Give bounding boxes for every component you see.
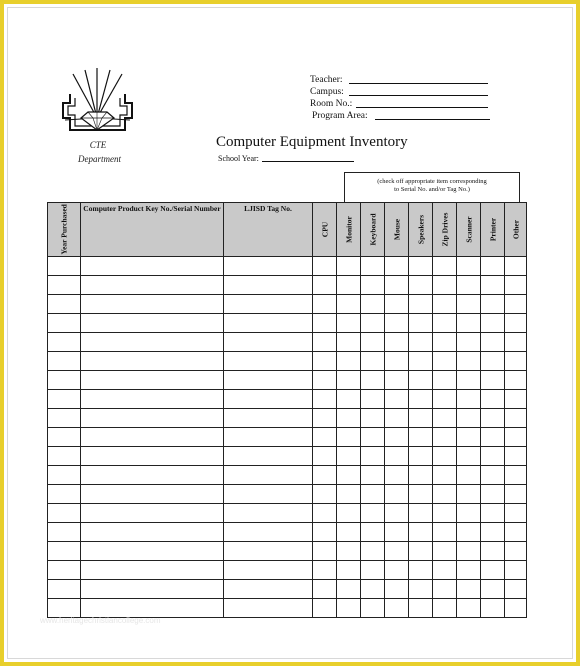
column-header bbox=[481, 203, 505, 257]
table-row bbox=[48, 314, 527, 333]
column-header bbox=[81, 203, 224, 257]
table-cell[interactable] bbox=[505, 561, 527, 580]
table-cell[interactable] bbox=[224, 390, 313, 409]
table-cell[interactable] bbox=[433, 542, 457, 561]
table-cell[interactable] bbox=[385, 409, 409, 428]
program-label: Program Area: bbox=[312, 111, 368, 121]
table-cell[interactable] bbox=[81, 542, 224, 561]
table-cell[interactable] bbox=[361, 390, 385, 409]
table-cell[interactable] bbox=[433, 561, 457, 580]
table-cell[interactable] bbox=[457, 561, 481, 580]
table-cell[interactable] bbox=[409, 542, 433, 561]
table-cell[interactable] bbox=[224, 428, 313, 447]
table-cell[interactable] bbox=[481, 333, 505, 352]
table-cell[interactable] bbox=[457, 276, 481, 295]
table-cell[interactable] bbox=[313, 447, 337, 466]
table-cell[interactable] bbox=[409, 504, 433, 523]
table-cell[interactable] bbox=[457, 542, 481, 561]
table-cell[interactable] bbox=[48, 409, 81, 428]
table-cell[interactable] bbox=[48, 485, 81, 504]
table-cell[interactable] bbox=[313, 561, 337, 580]
table-cell[interactable] bbox=[81, 485, 224, 504]
table-row bbox=[48, 276, 527, 295]
column-header bbox=[224, 203, 313, 257]
table-row bbox=[48, 428, 527, 447]
table-cell[interactable] bbox=[337, 257, 361, 276]
table-cell[interactable] bbox=[409, 371, 433, 390]
table-cell[interactable] bbox=[81, 409, 224, 428]
table-cell[interactable] bbox=[81, 295, 224, 314]
table-cell[interactable] bbox=[457, 352, 481, 371]
table-cell[interactable] bbox=[385, 485, 409, 504]
table-row bbox=[48, 561, 527, 580]
table-cell[interactable] bbox=[337, 428, 361, 447]
table-cell[interactable] bbox=[81, 371, 224, 390]
table-cell[interactable] bbox=[337, 333, 361, 352]
table-cell[interactable] bbox=[81, 333, 224, 352]
column-header-label: Printer bbox=[488, 217, 497, 242]
table-cell[interactable] bbox=[385, 580, 409, 599]
table-cell[interactable] bbox=[48, 580, 81, 599]
table-cell[interactable] bbox=[409, 276, 433, 295]
table-cell[interactable] bbox=[385, 542, 409, 561]
table-cell[interactable] bbox=[224, 276, 313, 295]
column-header-label: Other bbox=[511, 219, 520, 240]
check-instructions-box bbox=[344, 172, 520, 202]
table-cell[interactable] bbox=[313, 523, 337, 542]
table-cell[interactable] bbox=[481, 352, 505, 371]
table-cell[interactable] bbox=[313, 466, 337, 485]
table-cell[interactable] bbox=[409, 352, 433, 371]
table-cell[interactable] bbox=[313, 390, 337, 409]
table-cell[interactable] bbox=[48, 542, 81, 561]
table-row bbox=[48, 580, 527, 599]
table-cell[interactable] bbox=[505, 390, 527, 409]
table-cell[interactable] bbox=[505, 542, 527, 561]
column-header-label: Mouse bbox=[392, 218, 401, 241]
logo-cte-text: CTE bbox=[89, 140, 107, 150]
table-cell[interactable] bbox=[433, 276, 457, 295]
table-cell[interactable] bbox=[505, 428, 527, 447]
table-cell[interactable] bbox=[505, 447, 527, 466]
cte-logo-icon bbox=[55, 68, 140, 138]
table-cell[interactable] bbox=[224, 409, 313, 428]
table-cell[interactable] bbox=[409, 428, 433, 447]
table-cell[interactable] bbox=[385, 599, 409, 618]
table-cell[interactable] bbox=[224, 485, 313, 504]
table-row bbox=[48, 542, 527, 561]
table-cell[interactable] bbox=[433, 371, 457, 390]
campus-label: Campus: bbox=[310, 87, 344, 97]
table-cell[interactable] bbox=[313, 409, 337, 428]
table-cell[interactable] bbox=[224, 523, 313, 542]
table-cell[interactable] bbox=[385, 504, 409, 523]
table-cell[interactable] bbox=[457, 485, 481, 504]
table-cell[interactable] bbox=[457, 523, 481, 542]
check-note-line1: (check off appropriate item corresponding bbox=[377, 178, 487, 185]
table-row bbox=[48, 523, 527, 542]
table-cell[interactable] bbox=[48, 390, 81, 409]
table-cell[interactable] bbox=[81, 257, 224, 276]
table-cell[interactable] bbox=[313, 257, 337, 276]
table-cell[interactable] bbox=[48, 352, 81, 371]
table-cell[interactable] bbox=[481, 295, 505, 314]
table-cell[interactable] bbox=[385, 466, 409, 485]
table-cell[interactable] bbox=[48, 314, 81, 333]
column-header-label: CPU bbox=[320, 221, 329, 238]
table-row bbox=[48, 599, 527, 618]
table-cell[interactable] bbox=[457, 428, 481, 447]
table-cell[interactable] bbox=[337, 485, 361, 504]
table-cell[interactable] bbox=[505, 599, 527, 618]
table-cell[interactable] bbox=[457, 314, 481, 333]
table-cell[interactable] bbox=[481, 428, 505, 447]
column-header bbox=[457, 203, 481, 257]
table-cell[interactable] bbox=[409, 409, 433, 428]
table-cell[interactable] bbox=[337, 523, 361, 542]
table-cell[interactable] bbox=[481, 523, 505, 542]
table-cell[interactable] bbox=[48, 599, 81, 618]
table-cell[interactable] bbox=[224, 295, 313, 314]
table-cell[interactable] bbox=[224, 314, 313, 333]
table-cell[interactable] bbox=[409, 523, 433, 542]
table-cell[interactable] bbox=[433, 428, 457, 447]
table-cell[interactable] bbox=[48, 257, 81, 276]
table-body bbox=[48, 257, 527, 618]
room-label: Room No.: bbox=[310, 99, 353, 109]
table-cell[interactable] bbox=[481, 390, 505, 409]
table-cell[interactable] bbox=[409, 561, 433, 580]
table-cell[interactable] bbox=[313, 276, 337, 295]
column-header-label: LJISD Tag No. bbox=[244, 204, 292, 213]
table-cell[interactable] bbox=[385, 523, 409, 542]
table-cell[interactable] bbox=[385, 295, 409, 314]
table-cell[interactable] bbox=[505, 257, 527, 276]
table-row bbox=[48, 409, 527, 428]
table-cell[interactable] bbox=[361, 523, 385, 542]
table-cell[interactable] bbox=[81, 561, 224, 580]
document-title: Computer Equipment Inventory bbox=[216, 134, 408, 150]
table-cell[interactable] bbox=[409, 485, 433, 504]
table-row bbox=[48, 466, 527, 485]
table-cell[interactable] bbox=[457, 333, 481, 352]
school-year-label: School Year: bbox=[218, 154, 259, 163]
table-cell[interactable] bbox=[224, 371, 313, 390]
table-cell[interactable] bbox=[48, 295, 81, 314]
table-cell[interactable] bbox=[81, 428, 224, 447]
table-cell[interactable] bbox=[385, 314, 409, 333]
table-cell[interactable] bbox=[224, 352, 313, 371]
table-row bbox=[48, 447, 527, 466]
table-cell[interactable] bbox=[361, 428, 385, 447]
table-cell[interactable] bbox=[361, 485, 385, 504]
table-cell[interactable] bbox=[481, 561, 505, 580]
table-row bbox=[48, 371, 527, 390]
table-cell[interactable] bbox=[361, 257, 385, 276]
table-cell[interactable] bbox=[481, 485, 505, 504]
table-cell[interactable] bbox=[409, 466, 433, 485]
table-cell[interactable] bbox=[385, 276, 409, 295]
table-cell[interactable] bbox=[433, 333, 457, 352]
table-cell[interactable] bbox=[385, 447, 409, 466]
table-cell[interactable] bbox=[457, 599, 481, 618]
table-cell[interactable] bbox=[313, 542, 337, 561]
table-cell[interactable] bbox=[313, 333, 337, 352]
table-cell[interactable] bbox=[433, 466, 457, 485]
table-cell[interactable] bbox=[48, 276, 81, 295]
table-cell[interactable] bbox=[337, 314, 361, 333]
table-cell[interactable] bbox=[313, 428, 337, 447]
column-header bbox=[337, 203, 361, 257]
table-cell[interactable] bbox=[481, 599, 505, 618]
column-header bbox=[361, 203, 385, 257]
table-cell[interactable] bbox=[409, 580, 433, 599]
teacher-row bbox=[310, 75, 343, 85]
table-cell[interactable] bbox=[505, 314, 527, 333]
table-cell[interactable] bbox=[457, 447, 481, 466]
table-cell[interactable] bbox=[385, 371, 409, 390]
table-cell[interactable] bbox=[457, 257, 481, 276]
table-cell[interactable] bbox=[81, 580, 224, 599]
table-cell[interactable] bbox=[361, 371, 385, 390]
table-cell[interactable] bbox=[385, 390, 409, 409]
table-cell[interactable] bbox=[505, 295, 527, 314]
table-cell[interactable] bbox=[81, 390, 224, 409]
room-row bbox=[310, 99, 352, 109]
table-cell[interactable] bbox=[409, 314, 433, 333]
campus-row bbox=[310, 87, 344, 97]
table-cell[interactable] bbox=[81, 466, 224, 485]
table-cell[interactable] bbox=[457, 580, 481, 599]
table-cell[interactable] bbox=[505, 504, 527, 523]
table-cell[interactable] bbox=[48, 447, 81, 466]
table-cell[interactable] bbox=[48, 561, 81, 580]
column-header-label: Computer Product Key No./Serial Number bbox=[83, 204, 221, 213]
table-cell[interactable] bbox=[409, 390, 433, 409]
table-cell[interactable] bbox=[337, 352, 361, 371]
table-row bbox=[48, 257, 527, 276]
column-header-label: Speakers bbox=[416, 214, 425, 245]
table-cell[interactable] bbox=[361, 580, 385, 599]
table-cell[interactable] bbox=[224, 447, 313, 466]
table-cell[interactable] bbox=[409, 599, 433, 618]
table-cell[interactable] bbox=[457, 504, 481, 523]
table-cell[interactable] bbox=[337, 295, 361, 314]
table-row bbox=[48, 390, 527, 409]
column-header bbox=[385, 203, 409, 257]
table-cell[interactable] bbox=[361, 314, 385, 333]
table-cell[interactable] bbox=[81, 599, 224, 618]
column-header bbox=[505, 203, 527, 257]
table-cell[interactable] bbox=[48, 333, 81, 352]
table-cell[interactable] bbox=[48, 466, 81, 485]
school-year-field[interactable] bbox=[262, 161, 354, 162]
table-cell[interactable] bbox=[385, 428, 409, 447]
table-cell[interactable] bbox=[337, 561, 361, 580]
table-cell[interactable] bbox=[224, 580, 313, 599]
table-cell[interactable] bbox=[433, 257, 457, 276]
table-cell[interactable] bbox=[224, 504, 313, 523]
check-note-line2: to Serial No. and/or Tag No.) bbox=[394, 186, 470, 194]
table-cell[interactable] bbox=[481, 371, 505, 390]
table-cell[interactable] bbox=[457, 409, 481, 428]
table-cell[interactable] bbox=[481, 580, 505, 599]
table-cell[interactable] bbox=[481, 447, 505, 466]
table-cell[interactable] bbox=[433, 314, 457, 333]
column-header bbox=[433, 203, 457, 257]
table-cell[interactable] bbox=[433, 409, 457, 428]
table-cell[interactable] bbox=[505, 466, 527, 485]
table-cell[interactable] bbox=[481, 276, 505, 295]
table-cell[interactable] bbox=[385, 257, 409, 276]
table-cell[interactable] bbox=[48, 523, 81, 542]
program-row bbox=[312, 111, 368, 121]
table-row bbox=[48, 295, 527, 314]
table-cell[interactable] bbox=[505, 580, 527, 599]
table-cell[interactable] bbox=[505, 352, 527, 371]
table-cell[interactable] bbox=[81, 504, 224, 523]
table-cell[interactable] bbox=[457, 371, 481, 390]
table-cell[interactable] bbox=[409, 257, 433, 276]
column-header bbox=[409, 203, 433, 257]
table-cell[interactable] bbox=[337, 599, 361, 618]
table-cell[interactable] bbox=[313, 371, 337, 390]
table-cell[interactable] bbox=[337, 371, 361, 390]
table-cell[interactable] bbox=[224, 542, 313, 561]
table-cell[interactable] bbox=[337, 542, 361, 561]
inventory-table bbox=[47, 202, 527, 618]
table-cell[interactable] bbox=[385, 352, 409, 371]
table-cell[interactable] bbox=[337, 409, 361, 428]
table-cell[interactable] bbox=[361, 561, 385, 580]
table-cell[interactable] bbox=[361, 276, 385, 295]
table-cell[interactable] bbox=[313, 485, 337, 504]
table-cell[interactable] bbox=[313, 504, 337, 523]
table-cell[interactable] bbox=[433, 580, 457, 599]
table-cell[interactable] bbox=[505, 485, 527, 504]
table-cell[interactable] bbox=[224, 561, 313, 580]
table-cell[interactable] bbox=[337, 466, 361, 485]
teacher-label: Teacher: bbox=[310, 75, 343, 85]
table-cell[interactable] bbox=[457, 466, 481, 485]
table-cell[interactable] bbox=[385, 561, 409, 580]
table-cell[interactable] bbox=[361, 504, 385, 523]
table-cell[interactable] bbox=[481, 257, 505, 276]
table-cell[interactable] bbox=[481, 409, 505, 428]
table-cell[interactable] bbox=[224, 599, 313, 618]
table-cell[interactable] bbox=[224, 333, 313, 352]
table-cell[interactable] bbox=[361, 466, 385, 485]
table-cell[interactable] bbox=[433, 485, 457, 504]
table-cell[interactable] bbox=[48, 504, 81, 523]
table-cell[interactable] bbox=[337, 580, 361, 599]
table-cell[interactable] bbox=[505, 276, 527, 295]
table-cell[interactable] bbox=[481, 314, 505, 333]
table-cell[interactable] bbox=[81, 523, 224, 542]
table-cell[interactable] bbox=[409, 295, 433, 314]
column-header-label: Scanner bbox=[464, 216, 473, 243]
table-cell[interactable] bbox=[433, 599, 457, 618]
table-cell[interactable] bbox=[481, 504, 505, 523]
table-cell[interactable] bbox=[48, 428, 81, 447]
table-cell[interactable] bbox=[361, 409, 385, 428]
table-cell[interactable] bbox=[337, 504, 361, 523]
logo-department-text: Department bbox=[78, 154, 121, 164]
column-header-label: Zip Drives bbox=[440, 212, 449, 247]
table-cell[interactable] bbox=[433, 447, 457, 466]
table-cell[interactable] bbox=[481, 466, 505, 485]
table-cell[interactable] bbox=[361, 352, 385, 371]
watermark-text: www.heritagechristiancollege.com bbox=[40, 616, 161, 625]
table-cell[interactable] bbox=[457, 390, 481, 409]
table-cell[interactable] bbox=[433, 390, 457, 409]
table-cell[interactable] bbox=[409, 333, 433, 352]
table-cell[interactable] bbox=[361, 295, 385, 314]
column-header bbox=[48, 203, 81, 257]
table-cell[interactable] bbox=[337, 276, 361, 295]
table-cell[interactable] bbox=[361, 542, 385, 561]
table-header-row bbox=[48, 203, 527, 257]
table-cell[interactable] bbox=[81, 276, 224, 295]
table-cell[interactable] bbox=[433, 523, 457, 542]
table-cell[interactable] bbox=[313, 352, 337, 371]
table-cell[interactable] bbox=[433, 295, 457, 314]
table-cell[interactable] bbox=[48, 371, 81, 390]
table-cell[interactable] bbox=[313, 580, 337, 599]
table-row bbox=[48, 485, 527, 504]
table-cell[interactable] bbox=[313, 599, 337, 618]
table-row bbox=[48, 352, 527, 371]
table-cell[interactable] bbox=[337, 447, 361, 466]
table-cell[interactable] bbox=[385, 333, 409, 352]
table-cell[interactable] bbox=[81, 314, 224, 333]
table-cell[interactable] bbox=[224, 466, 313, 485]
table-cell[interactable] bbox=[313, 295, 337, 314]
table-cell[interactable] bbox=[361, 599, 385, 618]
table-cell[interactable] bbox=[361, 447, 385, 466]
table-row bbox=[48, 504, 527, 523]
table-cell[interactable] bbox=[81, 352, 224, 371]
table-cell[interactable] bbox=[409, 447, 433, 466]
table-cell[interactable] bbox=[361, 333, 385, 352]
table-cell[interactable] bbox=[505, 371, 527, 390]
table-cell[interactable] bbox=[337, 390, 361, 409]
table-cell[interactable] bbox=[81, 447, 224, 466]
table-row bbox=[48, 333, 527, 352]
table-cell[interactable] bbox=[505, 409, 527, 428]
table-cell[interactable] bbox=[224, 257, 313, 276]
table-cell[interactable] bbox=[505, 333, 527, 352]
table-cell[interactable] bbox=[433, 504, 457, 523]
column-header-label: Keyboard bbox=[368, 213, 377, 246]
table-cell[interactable] bbox=[457, 295, 481, 314]
table-cell[interactable] bbox=[313, 314, 337, 333]
column-header-label: Monitor bbox=[344, 216, 353, 243]
column-header-label: Year Purchased bbox=[59, 204, 69, 255]
column-header bbox=[313, 203, 337, 257]
table-cell[interactable] bbox=[505, 523, 527, 542]
table-cell[interactable] bbox=[433, 352, 457, 371]
table-cell[interactable] bbox=[481, 542, 505, 561]
